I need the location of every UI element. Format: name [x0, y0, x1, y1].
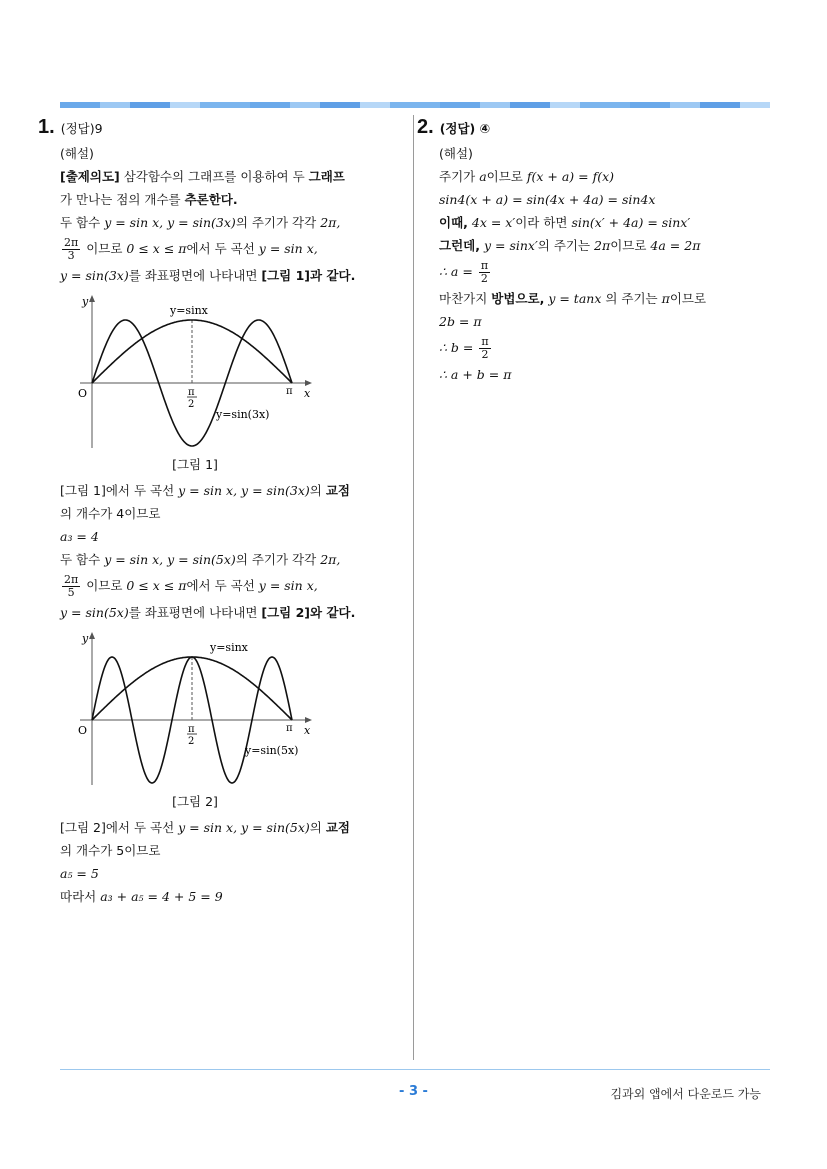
math: y = sinx′ — [479, 238, 538, 253]
x-axis-label: x — [304, 724, 311, 737]
text-bold: [그림 1]과 같다. — [261, 268, 356, 283]
text: 의 주기는 — [601, 291, 662, 306]
q2-line-1 — [439, 165, 777, 188]
explanation-label: (해설) — [439, 146, 473, 161]
p4-line-4 — [60, 885, 393, 908]
question-1-header — [38, 116, 393, 142]
header-decoration-bar — [60, 102, 770, 108]
q2-line-7: 2b = π — [439, 314, 482, 329]
text: 따라서 — [60, 889, 101, 904]
curve-label-sin3x: y=sin(3x) — [216, 408, 270, 421]
text: 주기가 — [439, 169, 480, 184]
math: sin(x′ + 4a) = sinx′ — [571, 215, 691, 230]
p2-line-2: 의 개수가 4이므로 — [60, 506, 161, 521]
text: 에서 두 곡선 — [186, 578, 259, 593]
text: 이므로 — [610, 238, 651, 253]
text-bold: 교점 — [325, 820, 350, 835]
question-1 — [38, 116, 393, 908]
numerator: π — [481, 335, 489, 348]
denominator: 5 — [67, 586, 75, 599]
intent-text: 가 만나는 점의 개수를 — [60, 192, 185, 207]
origin-label: O — [78, 387, 88, 400]
p3-line-3 — [60, 601, 393, 624]
intent-text: 삼각함수의 그래프를 이용하여 두 — [119, 169, 309, 184]
intent-tag: [출제의도] — [60, 169, 120, 184]
intent-bold: 그래프 — [308, 169, 345, 184]
text-bold: 이때, — [439, 215, 468, 230]
footer-divider — [60, 1069, 770, 1070]
figure-2-caption: [그림 2] — [172, 794, 218, 809]
text: 의 — [309, 820, 326, 835]
intent-line-2 — [60, 188, 393, 211]
text: 이므로 — [82, 578, 127, 593]
q2-line-3 — [439, 211, 777, 234]
math: 0 ≤ x ≤ π — [126, 241, 187, 256]
text: [그림 1]에서 두 곡선 — [60, 483, 179, 498]
figure-1-graph — [70, 293, 330, 473]
q2-line-9: ∴ a + b = π — [439, 367, 512, 382]
q2-line-5 — [439, 257, 777, 287]
q2-line-8 — [439, 333, 777, 363]
text: 이므로 — [669, 291, 707, 306]
p1-line-1 — [60, 211, 393, 234]
math: y = sin x, y = sin(5x) — [104, 552, 236, 567]
text: 이므로 — [486, 169, 527, 184]
x-axis-label: x — [304, 387, 311, 400]
math: a₃ + a₅ = 4 + 5 = 9 — [100, 889, 223, 904]
numerator: π — [480, 259, 489, 272]
question-1-explanation — [38, 142, 393, 908]
question-number: 2. — [417, 116, 434, 138]
text: 두 함수 — [60, 215, 105, 230]
math: a — [479, 169, 487, 184]
y-axis-label: y — [82, 295, 89, 308]
question-2-explanation — [417, 142, 777, 386]
intent-line-1 — [60, 165, 393, 188]
figure-1-svg — [70, 293, 320, 453]
curve-label-sinx: y=sinx — [170, 304, 208, 317]
text: [그림 2]에서 두 곡선 — [60, 820, 179, 835]
math: y = sin x, y = sin(3x) — [104, 215, 236, 230]
math: y = sin(3x) — [60, 268, 129, 283]
fraction — [479, 336, 490, 361]
text-bold: 그런데, — [439, 238, 480, 253]
intent-bold: 추론한다. — [184, 192, 238, 207]
q2-line-6 — [439, 287, 777, 310]
math: y = sin(5x) — [60, 605, 129, 620]
tick-half-pi-num: π — [188, 724, 195, 735]
text: 두 함수 — [60, 552, 105, 567]
p2-line-1 — [60, 479, 393, 502]
column-divider — [413, 115, 414, 1060]
denominator: 2 — [480, 272, 488, 285]
math: π — [661, 291, 670, 306]
fraction — [62, 237, 80, 262]
math: 2π, — [320, 215, 341, 230]
numerator: 2π — [64, 236, 79, 249]
p2-line-3: a₃ = 4 — [60, 529, 99, 544]
question-2 — [417, 116, 777, 386]
text: 마찬가지 — [439, 291, 492, 306]
denominator: 3 — [67, 249, 75, 262]
math: y = tanx — [544, 291, 602, 306]
p4-line-3: a₅ = 5 — [60, 866, 99, 881]
fraction — [62, 574, 80, 599]
text: 를 좌표평면에 나타내면 — [128, 268, 262, 283]
explanation-label: (해설) — [60, 146, 94, 161]
p3-line-2 — [60, 571, 393, 601]
p1-line-2 — [60, 234, 393, 264]
tick-half-pi-den: 2 — [188, 736, 195, 747]
answer-label: (정답)9 — [60, 121, 103, 136]
text-bold: 교점 — [325, 483, 350, 498]
denominator: 2 — [481, 348, 489, 361]
text-bold: [그림 2]와 같다. — [261, 605, 356, 620]
q2-line-4 — [439, 234, 777, 257]
math: ∴ a = — [439, 264, 477, 279]
math: 4a = 2π — [650, 238, 701, 253]
fraction — [479, 260, 490, 285]
figure-1-caption: [그림 1] — [172, 457, 218, 472]
math: 2π, — [320, 552, 341, 567]
numerator: 2π — [64, 573, 79, 586]
p4-line-1 — [60, 816, 393, 839]
answer-label: (정답) ④ — [439, 121, 491, 136]
text: 를 좌표평면에 나타내면 — [128, 605, 262, 620]
text: 이라 하면 — [515, 215, 572, 230]
footer-note: 김과외 앱에서 다운로드 가능 — [610, 1087, 761, 1101]
text: 에서 두 곡선 — [186, 241, 259, 256]
math: y = sin x, — [258, 241, 318, 256]
text-bold: 방법으로, — [491, 291, 545, 306]
figure-2-graph — [70, 630, 330, 810]
figure-2-svg — [70, 630, 320, 790]
math: y = sin x, y = sin(5x) — [178, 820, 310, 835]
math: 2π — [594, 238, 611, 253]
y-axis-label: y — [82, 632, 89, 645]
tick-half-pi-den: 2 — [188, 399, 195, 410]
question-2-header — [417, 116, 777, 142]
origin-label: O — [78, 724, 88, 737]
math: 4x = x′ — [467, 215, 516, 230]
math: y = sin x, y = sin(3x) — [178, 483, 310, 498]
text: 의 주기는 — [537, 238, 595, 253]
text: 의 — [309, 483, 326, 498]
tick-pi: π — [286, 386, 293, 397]
curve-label-sinx: y=sinx — [210, 641, 248, 654]
q2-line-2: sin4(x + a) = sin(4x + 4a) = sin4x — [439, 192, 656, 207]
text: 의 주기가 각각 — [235, 215, 321, 230]
math: ∴ b = — [439, 340, 478, 355]
question-number: 1. — [38, 116, 55, 138]
tick-pi: π — [286, 723, 293, 734]
text: 이므로 — [82, 241, 127, 256]
text: 의 주기가 각각 — [235, 552, 321, 567]
math: f(x + a) = f(x) — [526, 169, 615, 184]
tick-half-pi-num: π — [188, 387, 195, 398]
math: y = sin x, — [258, 578, 318, 593]
math: 0 ≤ x ≤ π — [126, 578, 187, 593]
p1-line-3 — [60, 264, 393, 287]
curve-label-sin5x: y=sin(5x) — [245, 744, 299, 757]
p4-line-2: 의 개수가 5이므로 — [60, 843, 161, 858]
page-number: - 3 - — [399, 1084, 428, 1099]
p3-line-1 — [60, 548, 393, 571]
